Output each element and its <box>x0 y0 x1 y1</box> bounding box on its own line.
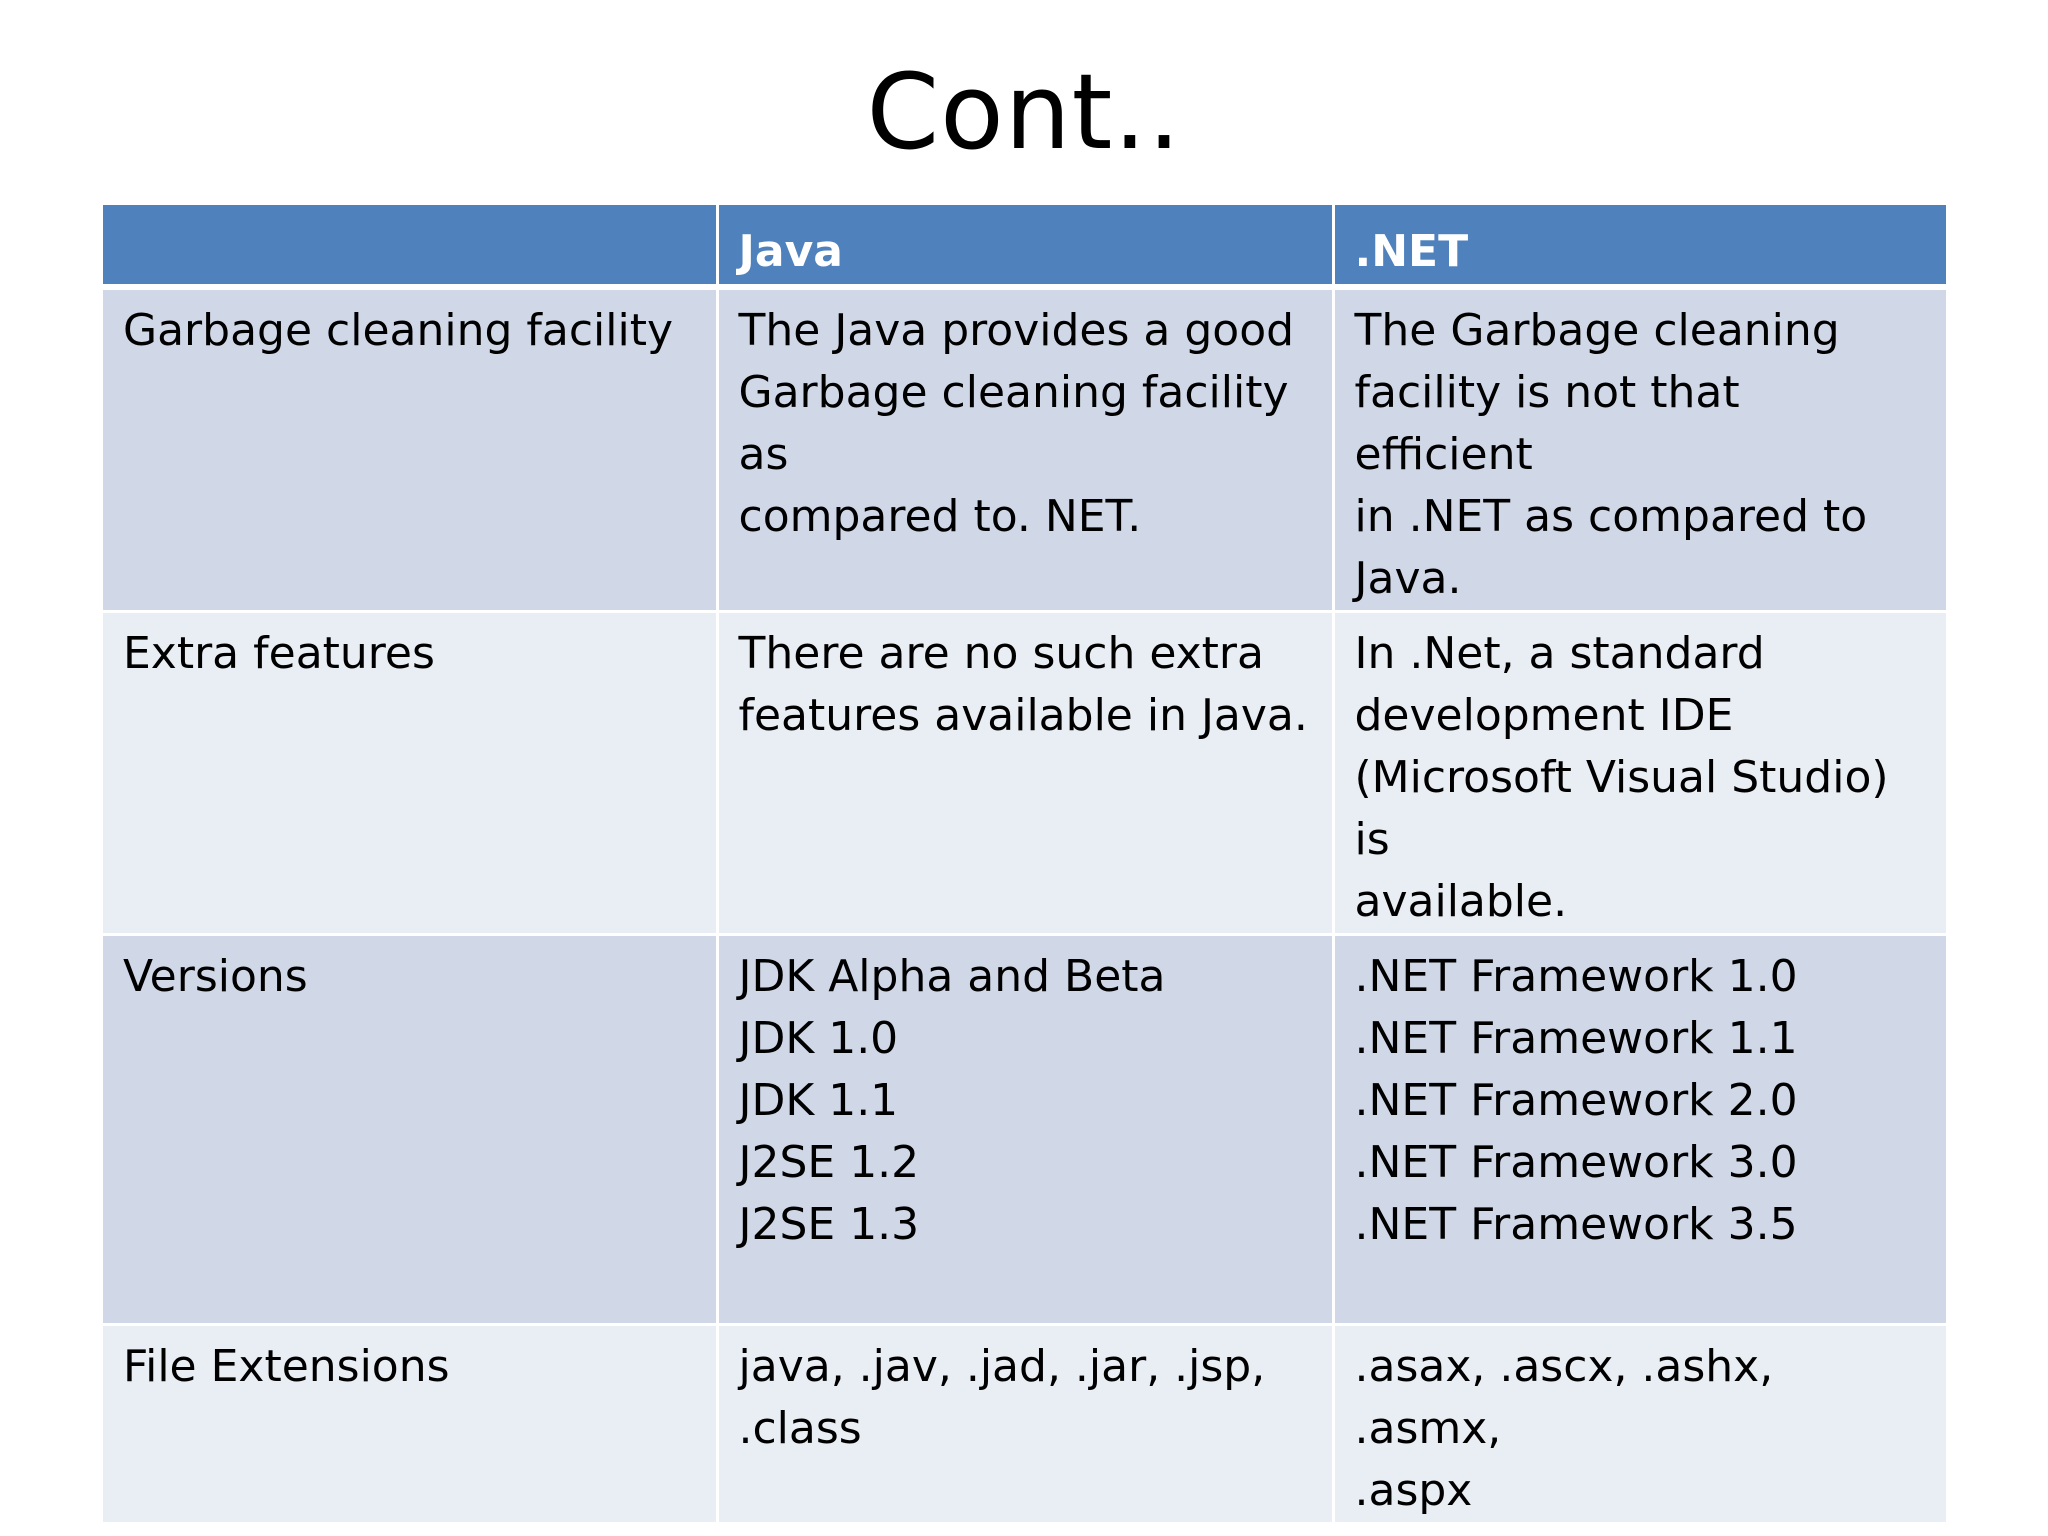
dotnet-cell <box>1333 935 1946 1325</box>
header-cell-feature <box>103 205 717 287</box>
cell-line: development IDE <box>1354 690 1734 741</box>
cell-line: Java. <box>1354 553 1462 604</box>
cell-line: JDK Alpha and Beta <box>738 951 1166 1002</box>
dotnet-cell <box>1333 1325 1946 1523</box>
feature-cell: Versions <box>103 935 717 1325</box>
cell-line: .class <box>738 1403 862 1454</box>
cell-line: In .Net, a standard <box>1354 628 1765 679</box>
cell-line: .NET Framework 3.5 <box>1354 1199 1798 1250</box>
table-row-versions <box>103 935 1946 1325</box>
java-cell <box>717 612 1333 935</box>
cell-line: JDK 1.0 <box>738 1013 899 1064</box>
cell-line: facility is not that efficient <box>1354 367 1740 480</box>
cell-line: .NET Framework 1.1 <box>1354 1013 1798 1064</box>
cell-line: .NET Framework 3.0 <box>1354 1137 1798 1188</box>
java-cell <box>717 1325 1333 1523</box>
cell-line: available. <box>1354 876 1568 927</box>
cell-line: The Java provides a good <box>738 305 1295 356</box>
java-cell <box>717 935 1333 1325</box>
slide-title: Cont.. <box>866 51 1182 173</box>
table-row-garbage-cleaning <box>103 287 1946 612</box>
cell-line: features available in Java. <box>738 690 1308 741</box>
cell-line: compared to. NET. <box>738 491 1142 542</box>
cell-line: .NET Framework 1.0 <box>1354 951 1798 1002</box>
dotnet-cell <box>1333 612 1946 935</box>
cell-line: Garbage cleaning facility as <box>738 367 1289 480</box>
java-cell <box>717 287 1333 612</box>
dotnet-cell <box>1333 287 1946 612</box>
cell-line: There are no such extra <box>738 628 1264 679</box>
cell-line: JDK 1.1 <box>738 1075 899 1126</box>
feature-cell: Garbage cleaning facility <box>103 287 717 612</box>
cell-line: (Microsoft Visual Studio) is <box>1354 752 1889 865</box>
cell-line: .NET Framework 2.0 <box>1354 1075 1798 1126</box>
cell-line: J2SE 1.3 <box>738 1199 920 1250</box>
cell-line: The Garbage cleaning <box>1354 305 1840 356</box>
table-header-row <box>103 205 1946 287</box>
cell-line: .aspx <box>1354 1465 1473 1516</box>
cell-line: in .NET as compared to <box>1354 491 1868 542</box>
comparison-table-container <box>103 205 1946 1522</box>
table-row-file-extensions <box>103 1325 1946 1523</box>
cell-line: .asax, .ascx, .ashx, .asmx, <box>1354 1341 1774 1454</box>
cell-line: java, .jav, .jad, .jar, .jsp, <box>738 1341 1266 1392</box>
header-cell-java: Java <box>717 205 1333 287</box>
feature-cell: Extra features <box>103 612 717 935</box>
table-row-extra-features <box>103 612 1946 935</box>
comparison-table <box>103 205 1946 1522</box>
header-cell-dotnet: .NET <box>1333 205 1946 287</box>
feature-cell: File Extensions <box>103 1325 717 1523</box>
cell-line: J2SE 1.2 <box>738 1137 920 1188</box>
